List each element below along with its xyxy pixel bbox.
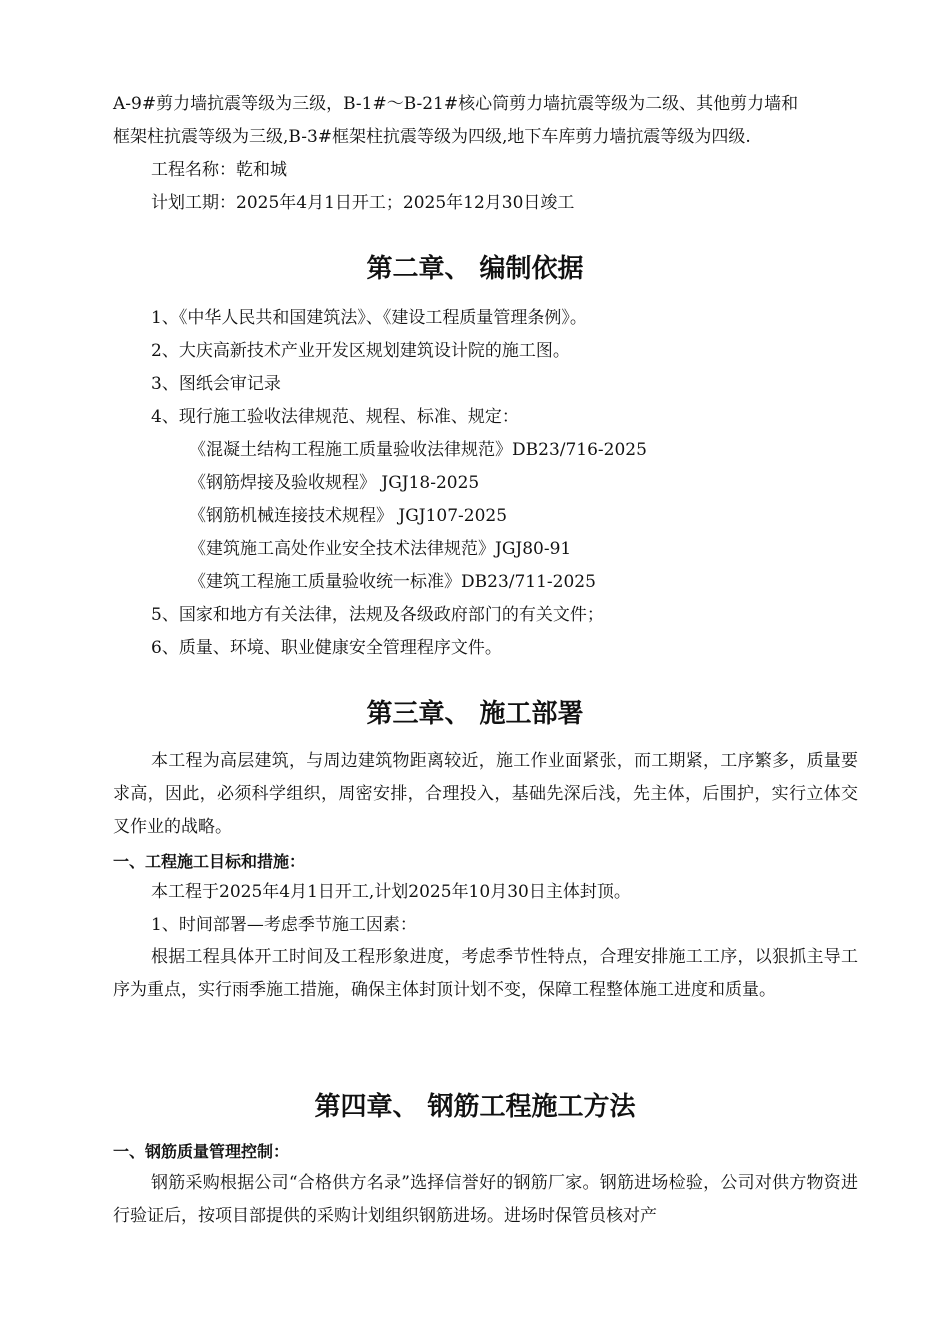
ch4-paragraph-1: 钢筋采购根据公司“合格供方名录”选择信誉好的钢筋厂家。钢筋进场检验，公司对供方物资进行验证后，按项目部提供的采购计划组织钢筋进场。进场时保管员核对产 bbox=[113, 1173, 858, 1226]
chapter-4-title: 第四章、 钢筋工程施工方法 bbox=[314, 1092, 636, 1122]
ch3-paragraph-1: 本工程为高层建筑，与周边建筑物距离较近，施工作业面紧张，而工期紧，工序繁多，质量要求高，因此，必须科学组织，周密安排，合理投入，基础先深后浅，先主体，后围护，实行立体交叉作业的战略。 bbox=[113, 751, 858, 837]
project-name: 工程名称：乾和城 bbox=[151, 160, 287, 180]
ch3-start-line: 本工程于2025年4月1日开工,计划2025年10月30日主体封顶。 bbox=[151, 882, 631, 902]
ch2-standard-ref: 《钢筋机械连接技术规程》 JGJ107-2025 bbox=[189, 506, 508, 526]
intro-line-2: 框架柱抗震等级为三级,B-3#框架柱抗震等级为四级,地下车库剪力墙抗震等级为四级. bbox=[113, 127, 751, 147]
ch2-standard-ref: 《建筑工程施工质量验收统一标准》DB23/711-2025 bbox=[189, 572, 596, 592]
ch2-item: 6、质量、环境、职业健康安全管理程序文件。 bbox=[151, 638, 502, 658]
ch2-standard-ref: 《钢筋焊接及验收规程》 JGJ18-2025 bbox=[189, 473, 480, 493]
ch3-subheading: 一、工程施工目标和措施： bbox=[113, 852, 306, 871]
ch2-item: 5、国家和地方有关法律，法规及各级政府部门的有关文件； bbox=[151, 605, 604, 625]
ch2-standard-ref: 《混凝土结构工程施工质量验收法律规范》DB23/716-2025 bbox=[189, 440, 647, 460]
ch2-item: 3、图纸会审记录 bbox=[151, 374, 281, 394]
ch2-item: 1、《中华人民共和国建筑法》、《建设工程质量管理条例》。 bbox=[151, 308, 587, 328]
chapter-3-title: 第三章、 施工部署 bbox=[366, 699, 584, 729]
project-schedule: 计划工期：2025年4月1日开工；2025年12月30日竣工 bbox=[151, 193, 575, 213]
ch2-standard-ref: 《建筑施工高处作业安全技术法律规范》JGJ80-91 bbox=[189, 539, 572, 559]
ch4-subheading: 一、钢筋质量管理控制： bbox=[113, 1142, 290, 1161]
ch2-item: 2、大庆高新技术产业开发区规划建筑设计院的施工图。 bbox=[151, 341, 570, 361]
ch3-paragraph-2: 根据工程具体开工时间及工程形象进度，考虑季节性特点，合理安排施工工序，以狠抓主导工序为重点，实行雨季施工措施，确保主体封顶计划不变，保障工程整体施工进度和质量。 bbox=[113, 947, 858, 1000]
chapter-2-title: 第二章、 编制依据 bbox=[366, 254, 584, 284]
ch3-time-line: 1、时间部署—考虑季节施工因素： bbox=[151, 915, 417, 935]
ch2-item: 4、现行施工验收法律规范、规程、标准、规定： bbox=[151, 407, 519, 427]
intro-line-1: A-9#剪力墙抗震等级为三级，B-1#～B-21#核心筒剪力墙抗震等级为二级、其他剪力墙和 bbox=[113, 94, 799, 114]
